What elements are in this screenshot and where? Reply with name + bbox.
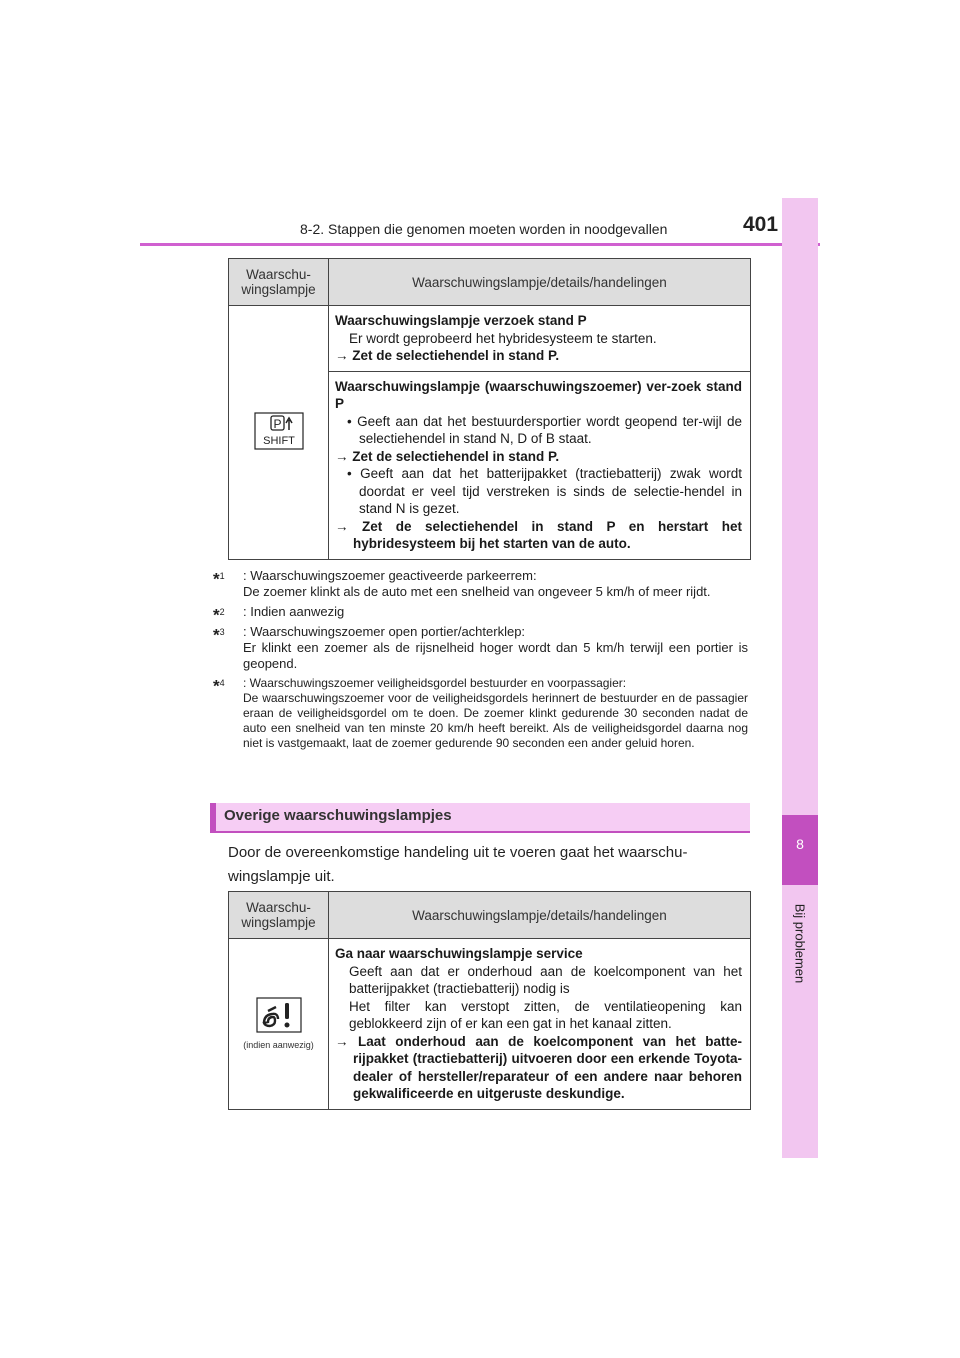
col-header-lamp: Waarschu- wingslampje [229, 892, 329, 939]
col-header-details: Waarschuwingslampje/details/handelingen [329, 259, 751, 306]
footnote-4: *$^4$ : Waarschuwingszoemer veiligheidsgordel bestuurder en voorpassagier: De waarschuwingszoemer voor de veiligheidsgordels herinnert de bestuurder en de passagier eraan de veiligheidsgordel om te doen. De zoemer klinkt gedurende 30 seconden nadat de auto een snelheid van ten minste 20 km/h heeft bereikt. Als de veiligheidsgordel daarna nog niet is vastgemaakt, laat de zoemer gedurende 90 seconden een ander geluid horen. [213, 676, 748, 750]
row1-title: Waarschuwingslampje verzoek stand P [335, 313, 587, 328]
section-header-accent [210, 803, 216, 833]
footnote-2: *$^2$ : Indien aanwezig [213, 604, 748, 620]
chapter-side-tab [782, 198, 818, 1158]
footnote-2-title: : Indien aanwezig [243, 604, 345, 619]
footnotes [213, 568, 748, 755]
row1-text: Er wordt geprobeerd het hybridesysteem te starten. [349, 330, 657, 346]
table-row [229, 939, 751, 1110]
icon-cell [229, 306, 329, 560]
service-title: Ga naar waarschuwingslampje service [335, 946, 583, 961]
row1-action: → Zet de selectiehendel in stand P. [335, 348, 560, 363]
header-divider [140, 243, 820, 246]
section-header [210, 803, 750, 833]
chapter-number: 8 [782, 815, 818, 885]
footnote-1-title: : Waarschuwingszoemer geactiveerde parkeerrem: [243, 568, 537, 583]
row2-bullet2: • Geeft aan dat het batterijpakket (tractiebatterij) zwak wordt doordat er veel tijd verstreken is sinds de selectie-hendel in stand N is gezet. [347, 466, 742, 516]
footnote-3-title: : Waarschuwingszoemer open portier/achterklep: [243, 624, 526, 639]
service-text1: Geeft aan dat er onderhoud aan de koelcomponent van het batterijpakket (tractiebatterij) nodig is [349, 963, 742, 996]
table-row [229, 306, 751, 372]
section-title: Overige waarschuwingslampjes [224, 807, 452, 824]
section-intro: Door de overeenkomstige handeling uit te voeren gaat het waarschu-wingslampje uit. [228, 844, 688, 885]
row2-title: Waarschuwingslampje (waarschuwingszoemer) ver-zoek stand P [335, 378, 742, 411]
battery-service-warning-icon [256, 997, 302, 1033]
row2-action2: → Zet de selectiehendel in stand P en herstart het hybridesysteem bij het starten van de auto. [335, 518, 742, 551]
row1-details [329, 306, 751, 372]
warning-table-service [228, 891, 751, 1110]
footnote-4-text: De waarschuwingszoemer voor de veiligheidsgordels herinnert de bestuurder en de passagier eraan de veiligheidsgordel om te doen. De zoemer klinkt gedurende 30 seconden nadat de auto een snelheid van ten minste 20 km/h heeft bereikt. Als de veiligheidsgordel daarna nog niet is vastgemaakt, laat de zoemer gedurende 90 seconden een ander geluid horen. [243, 691, 748, 750]
page-header-title: 8-2. Stappen die genomen moeten worden in noodgevallen [300, 221, 668, 237]
row2-action1: → Zet de selectiehendel in stand P. [335, 448, 560, 464]
row2-details [329, 371, 751, 559]
chapter-label-container [784, 888, 816, 998]
shift-p-warning-icon [254, 412, 304, 450]
warning-table-shift [228, 258, 751, 560]
row2-bullet1: • Geeft aan dat het bestuurdersportier wordt geopend ter-wijl de selectiehendel in stand N, D of B staat. [347, 413, 742, 446]
footnote-1: *$^1$ : Waarschuwingszoemer geactiveerde parkeerrem: De zoemer klinkt als de auto met een snelheid van ongeveer 5 km/h of meer rijdt. [213, 568, 748, 600]
page-number: 401 [743, 213, 779, 236]
service-details [329, 939, 751, 1110]
footnote-3-text: Er klinkt een zoemer als de rijsnelheid hoger wordt dan 5 km/h terwijl een portier is geopend. [243, 640, 748, 671]
footnote-1-text: De zoemer klinkt als de auto met een snelheid van ongeveer 5 km/h of meer rijdt. [243, 584, 711, 599]
service-text2: Het filter kan verstopt zitten, de ventilatieopening kan geblokkeerd zijn of er kan een gat in het kanaal zitten. [349, 998, 742, 1031]
shift-label: SHIFT [262, 434, 295, 447]
col-header-details: Waarschuwingslampje/details/handelingen [329, 892, 751, 939]
col-header-lamp: Waarschu- wingslampje [229, 259, 329, 306]
service-action: → Laat onderhoud aan de koelcomponent van het batte-rijpakket (tractiebatterij) uitvoeren door een erkende Toyota-dealer of hersteller/reparateur of een andere naar behoren gekwalificeerde en uitgeruste deskundige. [335, 1033, 742, 1101]
icon-caption: (indien aanwezig) [243, 1040, 314, 1051]
icon-cell [229, 939, 329, 1110]
footnote-3: *$^3$ : Waarschuwingszoemer open portier/achterklep: Er klinkt een zoemer als de rijsnelheid hoger wordt dan 5 km/h terwijl een portier is geopend. [213, 624, 748, 671]
table-header-row [229, 892, 751, 939]
shift-p-letter: P [272, 416, 282, 431]
table-header-row [229, 259, 751, 306]
chapter-label: Bij problemen [792, 903, 808, 983]
footnote-4-title: : Waarschuwingszoemer veiligheidsgordel bestuurder en voorpassagier: [243, 676, 627, 690]
